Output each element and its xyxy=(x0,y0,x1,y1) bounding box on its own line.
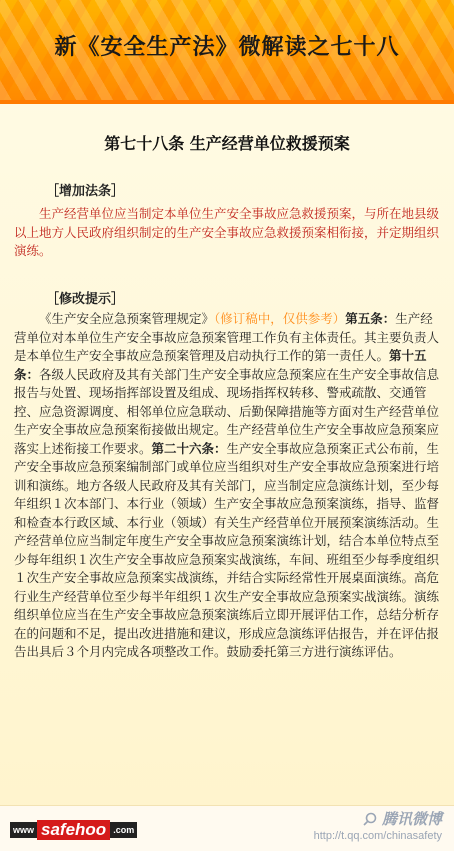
weibo-badge[interactable] xyxy=(314,808,442,842)
article-5-label: 第五条： xyxy=(345,311,396,326)
revision-heading: ［修改提示］ xyxy=(46,292,125,307)
article-26-label: 第二十六条： xyxy=(151,440,227,456)
header-banner xyxy=(0,0,454,104)
article-5-text: 生产经营单位对本单位生产安全事故应急预案管理工作负有主体责任。其主要负责人是本单位生产安全事故应急预案管理及启动执行工作的第一责任人。 xyxy=(14,311,440,363)
safehoo-logo[interactable] xyxy=(10,820,137,840)
logo-www: www xyxy=(10,822,37,838)
added-article-text: 生产经营单位应当制定本单位生产安全事故应急救援预案，与所在地县级以上地方人民政府组织制定的生产安全事故应急救援预案相衔接，并定期组织演练。 xyxy=(14,206,440,258)
revision-body xyxy=(14,310,442,662)
added-heading: ［增加法条］ xyxy=(46,184,125,199)
article-15-text: 各级人民政府及其有关部门生产安全事故应急预案应在生产安全事故信息报告与处置、现场指挥部设置及组成、现场指挥权转移、警戒疏散、交通管控、应急资源调度、相邻单位应急联动、后勤保障措施等方面对生产经营单位生产安全事故应急预案衔接做出规定。生产经营单位生产安全事故应急预案应落实上述衔接工作要求。 xyxy=(14,366,440,456)
logo-name: safehoo xyxy=(37,820,110,840)
tencent-weibo-icon xyxy=(362,812,378,826)
banner-title: 新《安全生产法》微解读之七十八 xyxy=(54,34,400,60)
weibo-name: 腾讯微博 xyxy=(381,811,442,828)
revision-note: （修订稿中，仅供参考） xyxy=(214,311,346,326)
article-15-label: 第十五条： xyxy=(14,348,427,382)
article-title: 第七十八条 生产经营单位救援预案 xyxy=(104,134,350,153)
logo-tld: .com xyxy=(110,822,137,838)
weibo-url[interactable]: http://t.qq.com/chinasafety xyxy=(313,830,442,842)
revision-source: 《生产安全应急预案管理规定》 xyxy=(39,311,215,326)
article-26-text: 生产安全事故应急预案正式公布前，生产安全事故应急预案编制部门或单位应当组织对生产安全事故应急预案进行培训和演练。地方各级人民政府及其有关部门，应当制定应急演练计划，至少每年组织１次本部门、本行业（领域）生产安全事故应急预案演练，指导、监督和检查本行政区域、本行业（领域）有关生产经营单位开展预案演练活动。生产经营单位应当制定年度生产安全事故应急预案演练计划，结合本单位特点至少每年组织１次生产安全事故应急预案实战演练，车间、班组至少每季度组织１次生产安全事故应急预案实战演练，并结合实际经常性开展桌面演练。高危行业生产经营单位至少每半年组织１次生产安全事故应急预案实战演练。演练组织单位应当在生产安全事故应急预案演练后立即开展评估工作，总结分析存在的问题和不足，提出改进措施和建议，形成应急演练评估报告，并在评估报告出具后３个月内完成各项整改工作。鼓励委托第三方进行演练评估。 xyxy=(14,440,440,659)
footer xyxy=(0,805,454,851)
